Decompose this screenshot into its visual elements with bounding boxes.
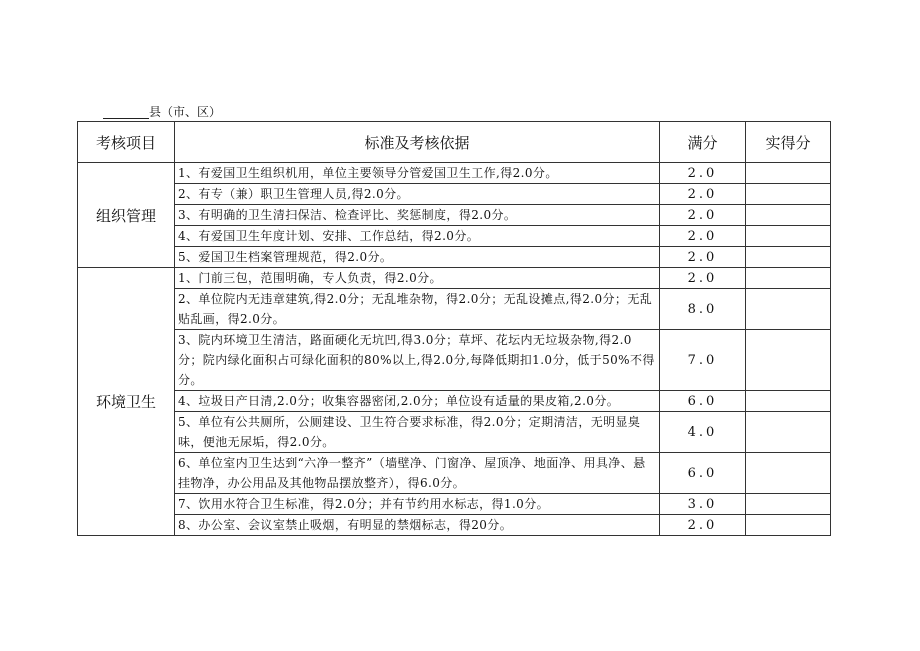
criteria-cell: 7、饮用水符合卫生标准，得2.0分；并有节约用水标志，得1.0分。 <box>175 494 660 515</box>
actual-score-cell[interactable] <box>746 184 831 205</box>
actual-score-cell[interactable] <box>746 515 831 536</box>
table-row <box>78 494 831 515</box>
actual-score-cell[interactable] <box>746 330 831 391</box>
actual-score-cell[interactable] <box>746 453 831 494</box>
column-header-item: 考核项目 <box>78 122 175 163</box>
table-row <box>78 184 831 205</box>
table-header-row <box>78 122 831 163</box>
table-row <box>78 453 831 494</box>
criteria-cell: 5、爱国卫生档案管理规范，得2.0分。 <box>175 247 660 268</box>
full-score-cell: 7.0 <box>660 330 746 391</box>
actual-score-cell[interactable] <box>746 268 831 289</box>
column-header-criteria: 标准及考核依据 <box>175 122 660 163</box>
table-row <box>78 226 831 247</box>
criteria-cell: 2、单位院内无违章建筑,得2.0分；无乱堆杂物，得2.0分；无乱设摊点,得2.0分；无乱贴乱画，得2.0分。 <box>175 289 660 330</box>
criteria-cell: 8、办公室、会议室禁止吸烟，有明显的禁烟标志，得20分。 <box>175 515 660 536</box>
full-score-cell: 6.0 <box>660 453 746 494</box>
full-score-cell: 2.0 <box>660 163 746 184</box>
actual-score-cell[interactable] <box>746 205 831 226</box>
table-row <box>78 391 831 412</box>
category-organization: 组织管理 <box>78 163 175 268</box>
table-row <box>78 412 831 453</box>
actual-score-cell[interactable] <box>746 391 831 412</box>
criteria-cell: 4、垃圾日产日清,2.0分；收集容器密闭,2.0分；单位设有适量的果皮箱,2.0分。 <box>175 391 660 412</box>
criteria-cell: 3、院内环境卫生清洁，路面硬化无坑凹,得3.0分；草坪、花坛内无垃圾杂物,得2.0分；院内绿化面积占可绿化面积的80%以上,得2.0分,每降低期扣1.0分，低于50%不得分。 <box>175 330 660 391</box>
actual-score-cell[interactable] <box>746 494 831 515</box>
table-row <box>78 289 831 330</box>
actual-score-cell[interactable] <box>746 412 831 453</box>
criteria-cell: 1、门前三包，范围明确，专人负责，得2.0分。 <box>175 268 660 289</box>
criteria-cell: 1、有爱国卫生组织机用，单位主要领导分管爱国卫生工作,得2.0分。 <box>175 163 660 184</box>
region-blank-field[interactable] <box>103 108 149 119</box>
full-score-cell: 4.0 <box>660 412 746 453</box>
full-score-cell: 2.0 <box>660 515 746 536</box>
region-suffix: 县（市、区） <box>149 105 222 119</box>
category-environment: 环境卫生 <box>78 268 175 536</box>
table-row <box>78 205 831 226</box>
criteria-cell: 2、有专（兼）职卫生管理人员,得2.0分。 <box>175 184 660 205</box>
full-score-cell: 2.0 <box>660 205 746 226</box>
criteria-cell: 4、有爱国卫生年度计划、安排、工作总结，得2.0分。 <box>175 226 660 247</box>
assessment-table <box>77 121 831 536</box>
full-score-cell: 2.0 <box>660 184 746 205</box>
criteria-cell: 5、单位有公共厕所，公厕建设、卫生符合要求标准，得2.0分；定期清洁，无明显臭味，便池无尿垢，得2.0分。 <box>175 412 660 453</box>
column-header-full-score: 满分 <box>660 122 746 163</box>
column-header-actual-score: 实得分 <box>746 122 831 163</box>
table-row <box>78 330 831 391</box>
criteria-cell: 3、有明确的卫生清扫保洁、检查评比、奖惩制度，得2.0分。 <box>175 205 660 226</box>
actual-score-cell[interactable] <box>746 289 831 330</box>
table-row <box>78 247 831 268</box>
full-score-cell: 2.0 <box>660 226 746 247</box>
full-score-cell: 2.0 <box>660 268 746 289</box>
full-score-cell: 2.0 <box>660 247 746 268</box>
actual-score-cell[interactable] <box>746 163 831 184</box>
table-row <box>78 268 831 289</box>
criteria-cell: 6、单位室内卫生达到“六净一整齐”（墙壁净、门窗净、屋顶净、地面净、用具净、悬挂物净，办公用品及其他物品摆放整齐），得6.0分。 <box>175 453 660 494</box>
full-score-cell: 6.0 <box>660 391 746 412</box>
full-score-cell: 3.0 <box>660 494 746 515</box>
region-header <box>103 105 221 119</box>
table-row <box>78 515 831 536</box>
actual-score-cell[interactable] <box>746 247 831 268</box>
full-score-cell: 8.0 <box>660 289 746 330</box>
actual-score-cell[interactable] <box>746 226 831 247</box>
table-row <box>78 163 831 184</box>
